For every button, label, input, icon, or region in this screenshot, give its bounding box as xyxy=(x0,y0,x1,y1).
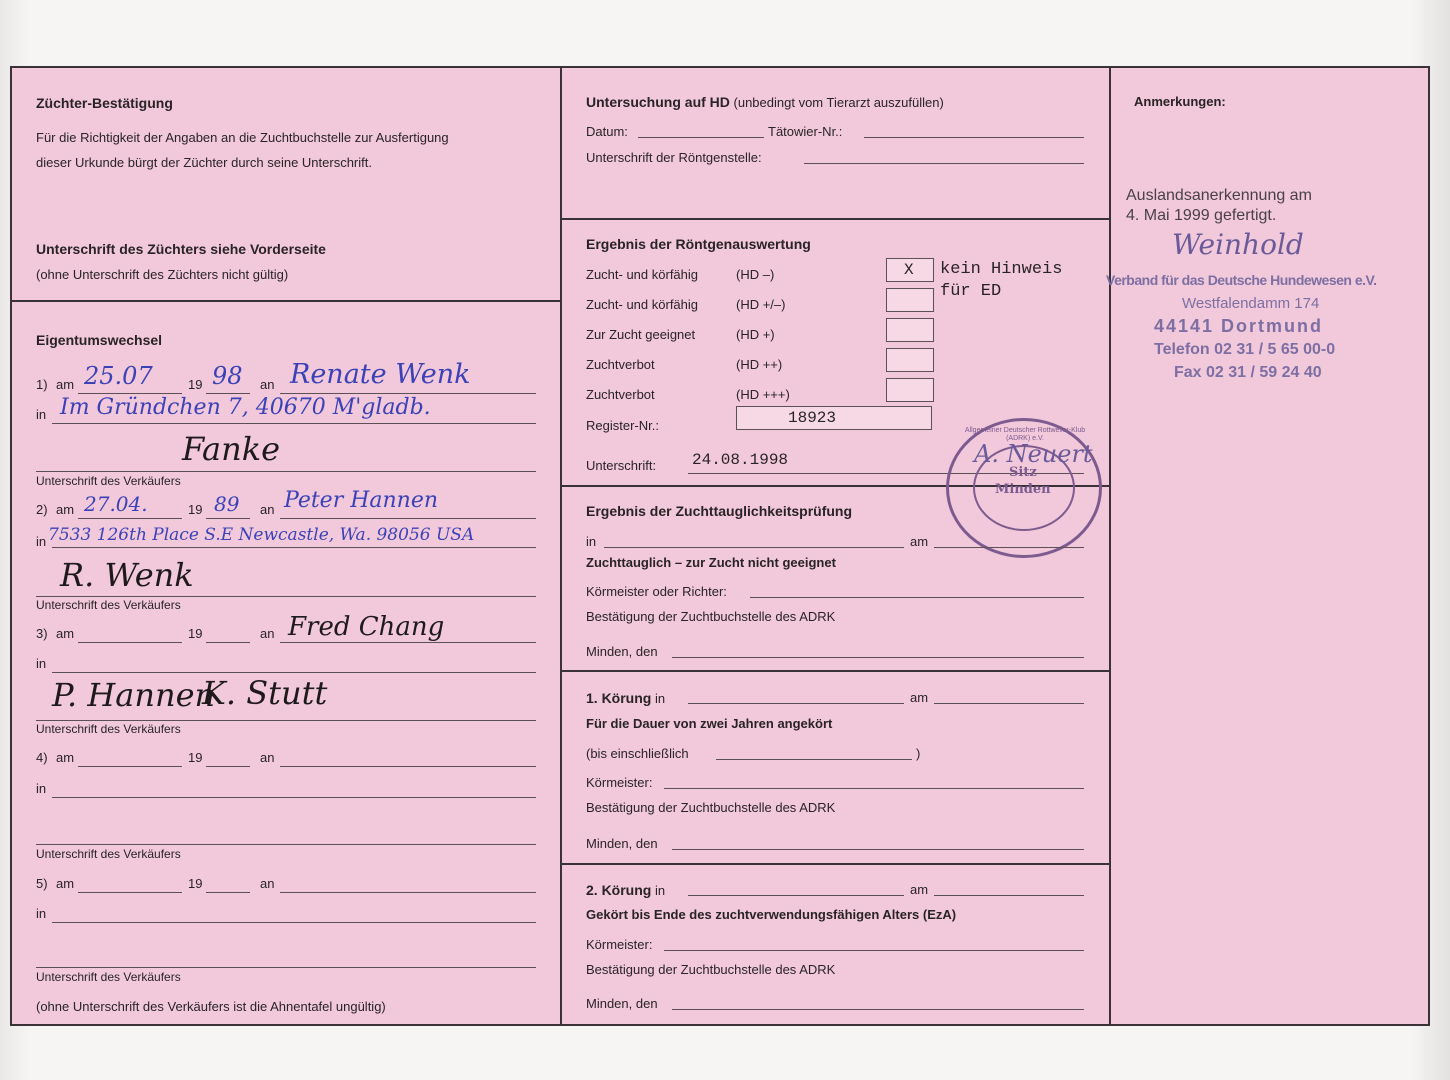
koerung2-master-line xyxy=(664,949,1084,951)
entry-number: 4) xyxy=(36,750,48,765)
hd-date-line xyxy=(638,136,764,138)
koerung1-until-label: (bis einschließlich xyxy=(586,746,689,761)
signature-line xyxy=(36,966,536,968)
year-line xyxy=(206,641,250,643)
register-label: Register-Nr.: xyxy=(586,418,659,433)
stamp-org: Verband für das Deutsche Hundewesen e.V. xyxy=(1106,272,1377,288)
hd-date-label: Datum: xyxy=(586,124,628,139)
koerung2-am-label: am xyxy=(910,882,929,897)
xray-row-code: (HD ++) xyxy=(736,357,783,372)
year-prefix: 19 xyxy=(188,377,203,392)
buyer-line xyxy=(280,392,536,394)
entry-number: 1) xyxy=(36,377,48,392)
ownership-footer-note: (ohne Unterschrift des Verkäufers ist die Ahnentafel ungültig) xyxy=(36,999,386,1014)
xray-official-signature: A. Neuert xyxy=(974,440,1093,468)
breeder-signature-title: Unterschrift des Züchters siehe Vorderseite xyxy=(36,241,326,257)
seller-signature-1: Fanke xyxy=(182,430,281,468)
signature-line xyxy=(36,470,536,472)
hd-xray-signature-line xyxy=(804,162,1084,164)
in-label: in xyxy=(36,781,47,796)
koerung1-master-line xyxy=(664,787,1084,789)
address-line xyxy=(52,671,536,673)
column-divider-left xyxy=(560,68,562,1024)
breeder-text-1: Für die Richtigkeit der Angaben an die Zuchtbuchstelle zur Ausfertigung xyxy=(36,130,449,145)
seal-center-1: Sitz xyxy=(1009,465,1037,480)
remarks-typed-line-1: Auslandsanerkennung am xyxy=(1126,187,1312,204)
divider-hd xyxy=(560,218,1109,220)
handwritten-year: 98 xyxy=(212,362,243,390)
signature-line xyxy=(36,843,536,845)
koerung2-in-line xyxy=(688,894,904,896)
seller-signature-label: Unterschrift des Verkäufers xyxy=(36,970,181,984)
year-line xyxy=(206,891,250,893)
seller-signature-2: R. Wenk xyxy=(60,556,194,594)
koerung2-am-line xyxy=(934,894,1084,896)
breeder-text-2: dieser Urkunde bürgt der Züchter durch seine Unterschrift. xyxy=(36,155,372,170)
breeding-test-judge-label: Körmeister oder Richter: xyxy=(586,584,727,599)
breeding-test-title: Ergebnis der Zuchttauglichkeitsprüfung xyxy=(586,503,853,519)
koerung1-place-line xyxy=(672,848,1084,850)
am-label: am xyxy=(56,502,75,517)
in-label: in xyxy=(36,906,47,921)
column-divider-right xyxy=(1109,68,1111,1024)
xray-row-code: (HD +++) xyxy=(736,387,790,402)
breeding-test-place-line xyxy=(672,656,1084,658)
koerung2-header xyxy=(586,882,665,899)
year-prefix: 19 xyxy=(188,502,203,517)
handwritten-year: 89 xyxy=(214,492,240,516)
breeding-test-in-line xyxy=(604,546,904,548)
koerung1-master-label: Körmeister: xyxy=(586,775,653,790)
xray-row-code: (HD +/–) xyxy=(736,297,786,312)
koerung1-until-line xyxy=(716,758,912,760)
buyer-line xyxy=(280,891,536,893)
koerung2-in-label: in xyxy=(654,883,666,898)
xray-checkbox[interactable] xyxy=(886,288,934,312)
hd-xray-signature-label: Unterschrift der Röntgenstelle: xyxy=(586,150,762,165)
handwritten-address: 7533 126th Place S.E Newcastle, Wa. 98056 USA xyxy=(48,525,475,545)
seller-signature-3b: K. Stutt xyxy=(202,674,328,712)
breeding-test-am-label: am xyxy=(910,534,929,549)
xray-row-label: Zucht- und körfähig xyxy=(586,297,699,312)
breeding-test-am-line xyxy=(934,546,1084,548)
an-label: an xyxy=(260,626,275,641)
am-label: am xyxy=(56,750,75,765)
xray-row-label: Zur Zucht geeignet xyxy=(586,327,696,342)
in-label: in xyxy=(36,407,47,422)
xray-row-code: (HD –) xyxy=(736,267,775,282)
handwritten-buyer: Fred Chang xyxy=(288,612,445,642)
xray-typed-note-1: kein Hinweis xyxy=(940,260,1063,279)
year-line xyxy=(206,765,250,767)
hd-exam-subtitle: (unbedingt vom Tierarzt auszufüllen) xyxy=(733,95,944,110)
seller-signature-3: P. Hannen xyxy=(52,676,216,714)
remarks-signature: Weinhold xyxy=(1172,228,1304,261)
date-line xyxy=(78,641,182,643)
hd-exam-title: Untersuchung auf HD xyxy=(586,94,730,110)
pedigree-back-form xyxy=(10,66,1430,1026)
breeding-test-in-label: in xyxy=(586,534,597,549)
seal-ring-text: Allgemeiner Deutscher Rottweiler-Klub (ADRK) e.V. xyxy=(964,427,1086,442)
koerung2-place-label: Minden, den xyxy=(586,996,658,1011)
year-line xyxy=(206,517,250,519)
address-line xyxy=(52,796,536,798)
xray-row-label: Zuchtverbot xyxy=(586,357,655,372)
koerung1-confirmation: Bestätigung der Zuchtbuchstelle des ADRK xyxy=(586,800,836,815)
hd-tattoo-line xyxy=(864,136,1084,138)
stamp-phone: Telefon 02 31 / 5 65 00-0 xyxy=(1154,341,1336,358)
koerung2-title: 2. Körung xyxy=(586,882,652,898)
koerung2-place-line xyxy=(672,1008,1084,1010)
hd-exam-header xyxy=(586,94,944,111)
breeding-test-confirmation: Bestätigung der Zuchtbuchstelle des ADRK xyxy=(586,609,836,624)
in-label: in xyxy=(36,534,47,549)
handwritten-buyer: Renate Wenk xyxy=(290,359,471,390)
xray-signature-label: Unterschrift: xyxy=(586,458,657,473)
koerung2-confirmation: Bestätigung der Zuchtbuchstelle des ADRK xyxy=(586,962,836,977)
seller-signature-label: Unterschrift des Verkäufers xyxy=(36,847,181,861)
entry-number: 2) xyxy=(36,502,48,517)
an-label: an xyxy=(260,750,275,765)
stamp-fax: Fax 02 31 / 59 24 40 xyxy=(1174,364,1322,381)
xray-row-code: (HD +) xyxy=(736,327,775,342)
divider-test xyxy=(560,670,1109,672)
koerung1-duration: Für die Dauer von zwei Jahren angekört xyxy=(586,716,833,731)
an-label: an xyxy=(260,502,275,517)
koerung1-am-line xyxy=(934,702,1084,704)
xray-signature-date: 24.08.1998 xyxy=(692,451,789,469)
koerung1-in-line xyxy=(688,702,904,704)
koerung1-header xyxy=(586,690,665,707)
divider-breeder xyxy=(12,300,560,302)
an-label: an xyxy=(260,876,275,891)
remarks-typed-line-2: 4. Mai 1999 gefertigt. xyxy=(1126,207,1277,224)
breeder-signature-note: (ohne Unterschrift des Züchters nicht gültig) xyxy=(36,267,289,282)
breeding-test-judge-line xyxy=(750,596,1084,598)
handwritten-date: 27.04. xyxy=(84,492,148,516)
buyer-line xyxy=(280,517,536,519)
entry-number: 5) xyxy=(36,876,48,891)
seal-center-2: Minden xyxy=(995,482,1051,497)
ownership-title: Eigentumswechsel xyxy=(36,332,163,348)
year-prefix: 19 xyxy=(188,750,203,765)
address-line xyxy=(52,546,536,548)
date-line xyxy=(78,392,182,394)
seller-signature-label: Unterschrift des Verkäufers xyxy=(36,474,181,488)
koerung1-place-label: Minden, den xyxy=(586,836,658,851)
year-prefix: 19 xyxy=(188,876,203,891)
address-line xyxy=(52,921,536,923)
year-prefix: 19 xyxy=(188,626,203,641)
divider-koerung1 xyxy=(560,863,1109,865)
in-label: in xyxy=(36,656,47,671)
koerung1-am-label: am xyxy=(910,690,929,705)
am-label: am xyxy=(56,876,75,891)
seller-signature-label: Unterschrift des Verkäufers xyxy=(36,598,181,612)
date-line xyxy=(78,891,182,893)
entry-number: 3) xyxy=(36,626,48,641)
koerung1-title: 1. Körung xyxy=(586,690,652,706)
am-label: am xyxy=(56,377,75,392)
buyer-line xyxy=(280,765,536,767)
xray-checkbox[interactable] xyxy=(886,378,934,402)
xray-row-label: Zucht- und körfähig xyxy=(586,267,699,282)
xray-typed-note-2: für ED xyxy=(940,282,1002,301)
xray-check-mark: X xyxy=(904,261,914,279)
xray-row-label: Zuchtverbot xyxy=(586,387,655,402)
register-value: 18923 xyxy=(788,409,837,427)
handwritten-date: 25.07 xyxy=(84,362,153,390)
am-label: am xyxy=(56,626,75,641)
xray-checkbox[interactable] xyxy=(886,318,934,342)
year-line xyxy=(206,392,250,394)
breeding-test-status: Zuchttauglich – zur Zucht nicht geeignet xyxy=(586,555,836,570)
breeder-title: Züchter-Bestätigung xyxy=(36,95,173,111)
seller-signature-label: Unterschrift des Verkäufers xyxy=(36,722,181,736)
xray-checkbox[interactable] xyxy=(886,348,934,372)
stamp-city: 44141 Dortmund xyxy=(1154,316,1324,336)
handwritten-buyer: Peter Hannen xyxy=(284,488,439,513)
remarks-title: Anmerkungen: xyxy=(1134,94,1226,109)
breeding-test-place-label: Minden, den xyxy=(586,644,658,659)
handwritten-address: Im Gründchen 7, 40670 M'gladb. xyxy=(60,395,431,420)
address-line xyxy=(52,422,536,424)
stamp-street: Westfalendamm 174 xyxy=(1182,295,1320,312)
hd-tattoo-label: Tätowier-Nr.: xyxy=(768,124,843,139)
an-label: an xyxy=(260,377,275,392)
xray-result-title: Ergebnis der Röntgenauswertung xyxy=(586,236,811,252)
koerung2-duration: Gekört bis Ende des zuchtverwendungsfähigen Alters (EzA) xyxy=(586,907,957,922)
koerung1-in-label: in xyxy=(654,691,666,706)
date-line xyxy=(78,765,182,767)
date-line xyxy=(78,517,182,519)
adrk-seal xyxy=(946,418,1102,558)
koerung2-master-label: Körmeister: xyxy=(586,937,653,952)
koerung1-until-close: ) xyxy=(916,746,921,761)
